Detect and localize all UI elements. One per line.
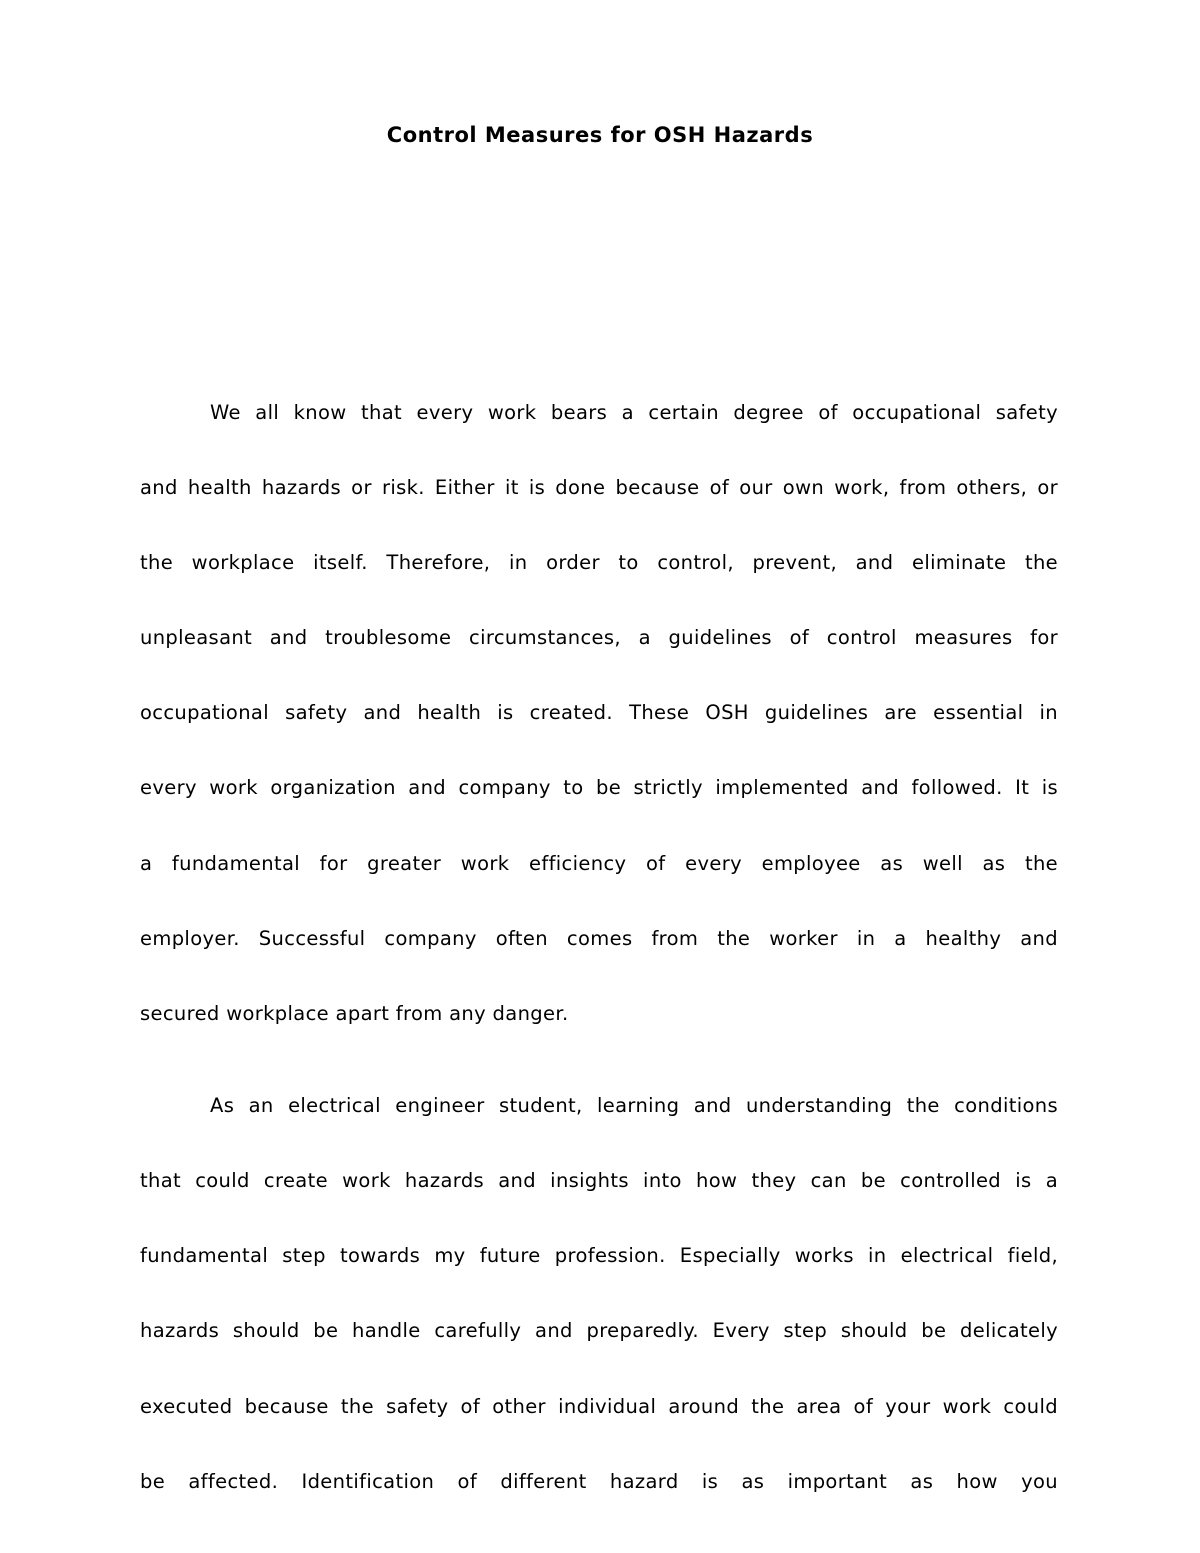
paragraph-2-line-4: hazards should be handle carefully and preparedly. Every step should be delicately <box>140 1319 1058 1342</box>
paragraph-1-line-6: every work organization and company to be strictly implemented and followed. It is <box>140 776 1058 799</box>
paragraph-1-line-5: occupational safety and health is created. These OSH guidelines are essential in <box>140 701 1058 724</box>
paragraph-1-line-1: We all know that every work bears a certain degree of occupational safety <box>210 401 1058 424</box>
paragraph-1-line-7: a fundamental for greater work efficiency of every employee as well as the <box>140 852 1058 875</box>
paragraph-2-line-3: fundamental step towards my future profession. Especially works in electrical field, <box>140 1244 1058 1267</box>
paragraph-1-line-2: and health hazards or risk. Either it is done because of our own work, from others, or <box>140 476 1058 499</box>
paragraph-2-line-6: be affected. Identification of different hazard is as important as how you <box>140 1470 1058 1493</box>
paragraph-2-line-1: As an electrical engineer student, learning and understanding the conditions <box>210 1094 1058 1117</box>
document-title: Control Measures for OSH Hazards <box>386 123 814 147</box>
paragraph-1-line-9: secured workplace apart from any danger. <box>140 1002 569 1025</box>
paragraph-1-line-4: unpleasant and troublesome circumstances, a guidelines of control measures for <box>140 626 1058 649</box>
paragraph-1-line-3: the workplace itself. Therefore, in order to control, prevent, and eliminate the <box>140 551 1058 574</box>
paragraph-2-line-2: that could create work hazards and insights into how they can be controlled is a <box>140 1169 1058 1192</box>
paragraph-1-line-8: employer. Successful company often comes from the worker in a healthy and <box>140 927 1058 950</box>
paragraph-2-line-5: executed because the safety of other individual around the area of your work could <box>140 1395 1058 1418</box>
